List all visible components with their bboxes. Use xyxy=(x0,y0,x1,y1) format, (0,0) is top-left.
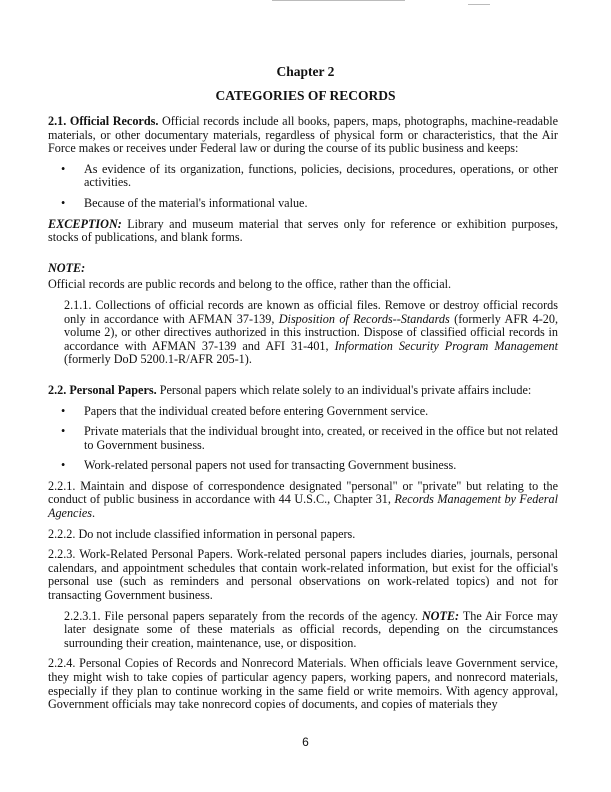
scan-artifact-line xyxy=(468,4,490,5)
chapter-title: CATEGORIES OF RECORDS xyxy=(215,88,396,103)
list-item-text: Papers that the individual created before entering Government service. xyxy=(84,403,429,418)
exception-text: Library and museum material that serves only for reference or exhibition purposes, stocks of publications, and blank forms. xyxy=(48,216,558,245)
note-label: NOTE: xyxy=(421,608,460,623)
section-2-2 xyxy=(48,384,558,398)
list-item xyxy=(48,163,558,190)
section-2-2-3: 2.2.3. Work-Related Personal Papers. Work-related personal papers includes diaries, journals, personal calendars, and appointment schedules that contain work-related information, but exist for the official's personal use (such as reminders and personal observations on work-related topics) and not for transacting Government business. xyxy=(48,547,558,603)
section-2-1-1 xyxy=(48,299,558,367)
page-number: 6 xyxy=(302,735,309,749)
exception-paragraph xyxy=(48,218,558,245)
section-text: Official records include all books, papers, maps, photographs, machine-readable materials, or other documentary materials, regardless of physical form or characteristics, that the Air Force makes or receives under Federal law or during the course of its public business and keeps: xyxy=(48,114,558,156)
document-title: Disposition of Records--Standards xyxy=(278,311,450,326)
text-run: (formerly AFR 4-20, volume 2), or other directives authorized in this instruction. Dispose of classified official records in accordance with AFMAN 37-139 and AFI 31-401, xyxy=(64,311,558,353)
section-heading: 2.2. Personal Papers. xyxy=(48,382,157,397)
text-run: 2.1.1. Collections of official records are known as official files. Remove or destroy official records only in accordance with AFMAN 37-139, xyxy=(64,297,558,326)
section-text: Personal papers which relate solely to an individual's private affairs include: xyxy=(156,382,532,397)
text-run: 2.2.3.1. File personal papers separately from the records of the agency. xyxy=(64,608,422,623)
bullet-icon: • xyxy=(61,424,66,439)
document-body xyxy=(48,115,558,719)
note-label xyxy=(48,262,558,276)
list-item xyxy=(48,459,558,473)
bullet-icon: • xyxy=(61,403,66,418)
list-item-text: Private materials that the individual brought into, created, or received in the office but not related to Government business. xyxy=(84,424,558,452)
list-item-text: As evidence of its organization, functions, policies, decisions, procedures, operations, or other activities. xyxy=(84,161,558,190)
section-2-2-4: 2.2.4. Personal Copies of Records and Nonrecord Materials. When officials leave Government service, they might wish to take copies of particular agency papers, working papers, and nonrecord materials, especially if they plan to continue working in the same field or write memoirs. With agency approval, Government officials may take nonrecord copies of documents, and copies of materials they xyxy=(48,656,558,712)
chapter-number: Chapter 2 xyxy=(276,64,335,79)
section-heading: 2.1. Official Records. xyxy=(48,114,159,128)
section-2-2-3-1 xyxy=(48,610,558,651)
bullet-icon: • xyxy=(61,195,66,210)
text-run: 2.2.1. Maintain and dispose of correspondence designated "personal" or "private" but relating to the conduct of public business in accordance with 44 U.S.C., Chapter 31, xyxy=(48,478,558,507)
list-item xyxy=(48,425,558,452)
scan-artifact-line xyxy=(272,0,405,1)
section-2-2-1 xyxy=(48,480,558,521)
document-title: Information Security Program Management xyxy=(334,338,558,353)
bullet-icon: • xyxy=(61,161,66,176)
list-item xyxy=(48,405,558,419)
document-title: Records Management by Federal Agencies xyxy=(48,492,558,521)
text-run: The Air Force may later designate some of these materials as official records, depending on the circumstances surrounding their creation, maintenance, use, or disposition. xyxy=(64,608,558,650)
exception-label: EXCEPTION: xyxy=(48,216,122,231)
section-2-2-2: 2.2.2. Do not include classified information in personal papers. xyxy=(48,526,356,541)
list-item-text: Work-related personal papers not used for transacting Government business. xyxy=(84,458,457,473)
list-item-text: Because of the material's informational value. xyxy=(84,195,308,210)
text-run: . xyxy=(92,506,96,521)
list-item xyxy=(48,197,558,211)
bullet-icon: • xyxy=(61,458,66,473)
text-run: (formerly DoD 5200.1-R/AFR 205-1). xyxy=(64,352,252,367)
note-label-text: NOTE: xyxy=(48,260,86,275)
section-2-1 xyxy=(48,115,558,156)
note-text: Official records are public records and belong to the office, rather than the official. xyxy=(48,277,452,292)
